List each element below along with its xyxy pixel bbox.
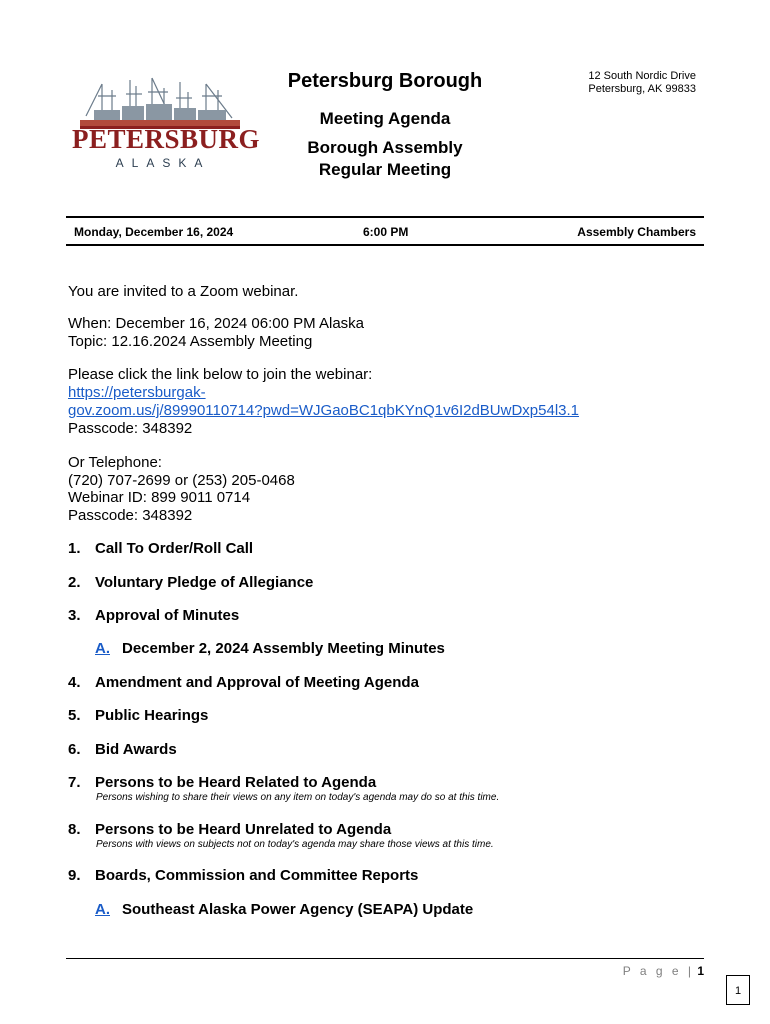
agenda-item: [68, 574, 313, 591]
document-type: Meeting Agenda: [319, 109, 451, 128]
zoom-when: When: December 16, 2024 06:00 PM Alaska: [68, 315, 365, 332]
agenda-item-title: Amendment and Approval of Meeting Agenda: [95, 674, 419, 691]
agenda-item-number: 8.: [68, 821, 81, 838]
agenda-subitem: [95, 901, 473, 918]
agenda-item-note: Persons wishing to share their views on any item on today's agenda may do so at this time.: [96, 792, 500, 803]
agenda-subitem: [95, 640, 445, 657]
agenda-item-number: 5.: [68, 707, 81, 724]
agenda-item-title: Call To Order/Roll Call: [95, 540, 254, 557]
address-line-2: Petersburg, AK 99833: [588, 83, 696, 95]
agenda-item-number: 9.: [68, 867, 81, 884]
petersburg-logo: [72, 76, 261, 170]
zoom-link-line-2[interactable]: gov.zoom.us/j/89990110714?pwd=WJGaoBC1qbKYnQ1v6I2dBUwDxp54l3.1: [68, 402, 580, 419]
agenda-item-title: Persons to be Heard Related to Agenda: [95, 774, 377, 791]
agenda-item-number: 2.: [68, 574, 81, 591]
phone-numbers: (720) 707-2699 or (253) 205-0468: [68, 472, 295, 489]
agenda-subitem-title: Southeast Alaska Power Agency (SEAPA) Update: [122, 901, 474, 918]
agenda-subitem-title: December 2, 2024 Assembly Meeting Minutes: [122, 640, 445, 657]
agenda-item-title: Persons to be Heard Unrelated to Agenda: [95, 821, 392, 838]
footer-divider: [66, 958, 704, 959]
zoom-invite: You are invited to a Zoom webinar.: [68, 283, 299, 300]
meeting-time: 6:00 PM: [363, 225, 409, 239]
agenda-item: [68, 821, 391, 838]
meeting-body-line-2: Regular Meeting: [318, 160, 452, 179]
agenda-item: [68, 741, 177, 758]
logo-name: PETERSBURG: [72, 124, 261, 154]
agenda-item-number: 7.: [68, 774, 81, 791]
agenda-item: [68, 540, 253, 557]
page-number: 1: [697, 964, 704, 978]
zoom-link[interactable]: [68, 384, 579, 420]
agenda-item-number: 6.: [68, 741, 81, 758]
agenda-item-number: 3.: [68, 607, 81, 624]
agenda-item-title: Bid Awards: [95, 741, 177, 758]
webinar-id: Webinar ID: 899 9011 0714: [68, 489, 251, 506]
zoom-passcode: Passcode: 348392: [68, 420, 193, 437]
agenda-item: [68, 707, 208, 724]
address-line-1: 12 South Nordic Drive: [588, 70, 696, 82]
logo-subtitle: ALASKA: [115, 156, 211, 170]
meeting-body-line-1: Borough Assembly: [307, 138, 463, 157]
organization-title: Petersburg Borough: [287, 70, 483, 92]
agenda-item: [68, 774, 376, 791]
zoom-topic: Topic: 12.16.2024 Assembly Meeting: [68, 333, 313, 350]
agenda-item-number: 1.: [68, 540, 81, 557]
agenda-item: [68, 867, 418, 884]
zoom-click-text: Please click the link below to join the webinar:: [68, 366, 373, 383]
agenda-item-number: 4.: [68, 674, 81, 691]
agenda-item-title: Approval of Minutes: [95, 607, 240, 624]
phone-passcode: Passcode: 348392: [68, 507, 193, 524]
agenda-item: [68, 674, 419, 691]
zoom-link-line-1[interactable]: https://petersburgak-: [68, 384, 206, 401]
footer-page-number: [623, 964, 704, 978]
address: [588, 70, 696, 96]
agenda-item-title: Public Hearings: [95, 707, 209, 724]
agenda-item-title: Boards, Commission and Committee Reports: [95, 867, 419, 884]
agenda-item: [68, 607, 239, 624]
phone-heading: Or Telephone:: [68, 454, 162, 471]
seapa-attachment-link[interactable]: A.: [95, 901, 110, 918]
meeting-date: Monday, December 16, 2024: [74, 225, 234, 239]
agenda-item-title: Voluntary Pledge of Allegiance: [95, 574, 314, 591]
page-label: P a g e |: [622, 964, 694, 978]
minutes-attachment-link[interactable]: A.: [95, 640, 110, 657]
agenda-item-note: Persons with views on subjects not on today's agenda may share those views at this time.: [96, 839, 494, 850]
meeting-info-bar: [66, 216, 704, 246]
page-indicator-box: 1: [726, 975, 750, 1005]
meeting-location: Assembly Chambers: [577, 225, 696, 239]
